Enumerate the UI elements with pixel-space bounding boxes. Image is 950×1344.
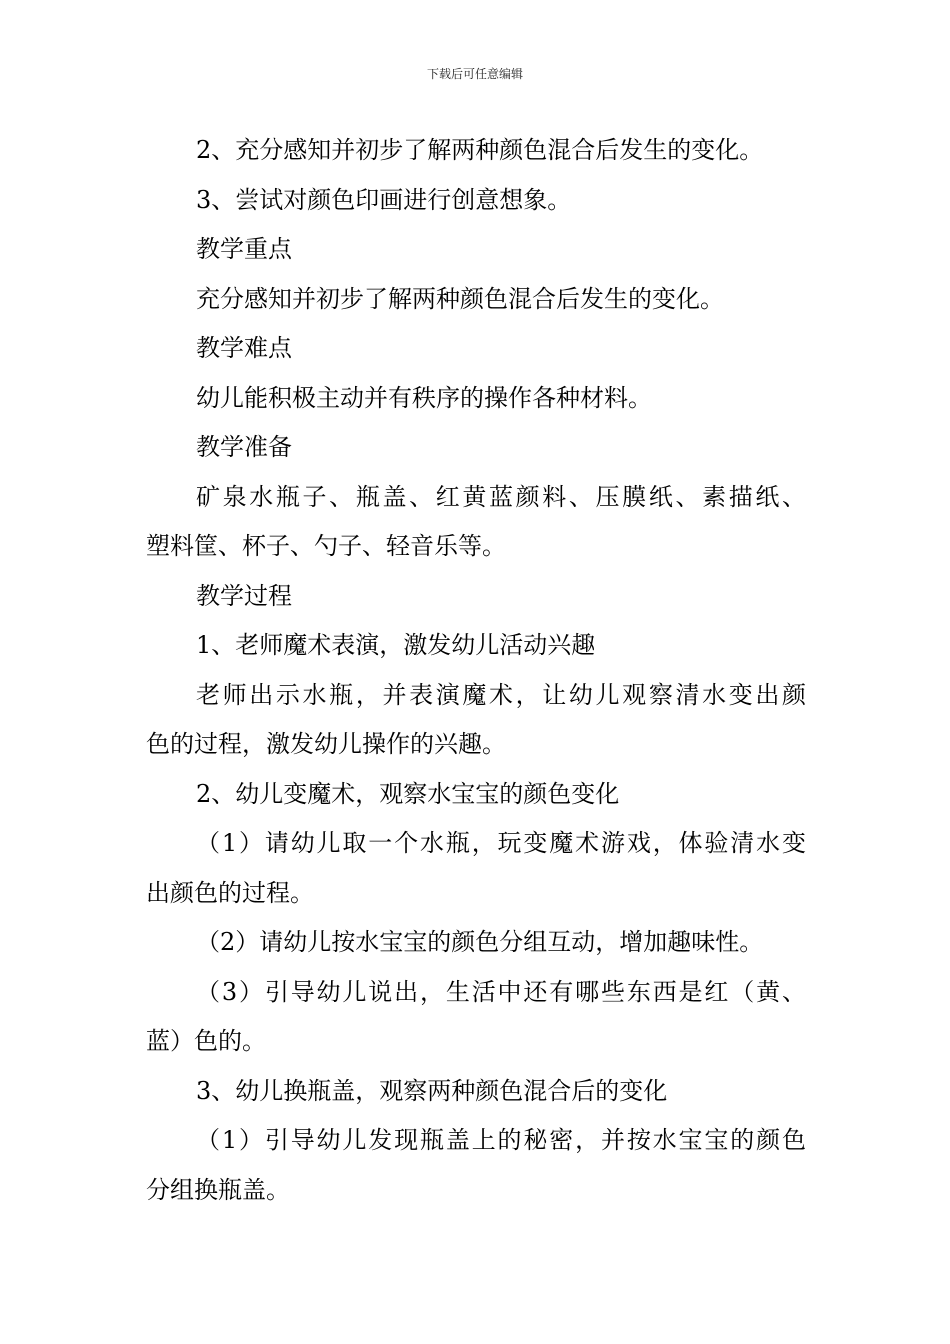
step-1-heading: 1、老师魔术表演，激发幼儿活动兴趣	[196, 631, 596, 659]
step-2-heading: 2、幼儿变魔术，观察水宝宝的颜色变化	[196, 779, 620, 808]
step-2-item-3-line-1: （3）引导幼儿说出，生活中还有哪些东西是红（黄、	[196, 977, 806, 1006]
step-2-item-1-line-2: 出颜色的过程。	[146, 878, 314, 907]
section-heading-difficulties: 教学难点	[196, 334, 292, 362]
key-points-text: 充分感知并初步了解两种颜色混合后发生的变化。	[196, 284, 724, 313]
step-2-item-2: （2）请幼儿按水宝宝的颜色分组互动，增加趣味性。	[196, 928, 764, 956]
step-1-text-line-2: 色的过程，激发幼儿操作的兴趣。	[146, 730, 506, 758]
objective-2: 2、充分感知并初步了解两种颜色混合后发生的变化。	[196, 136, 764, 164]
objective-3: 3、尝试对颜色印画进行创意想象。	[196, 185, 572, 214]
step-2-item-3-line-2: 蓝）色的。	[146, 1027, 266, 1055]
step-3-item-1-line-2: 分组换瓶盖。	[146, 1175, 290, 1204]
page-header: 下载后可任意编辑	[426, 67, 523, 81]
difficulties-text: 幼儿能积极主动并有秩序的操作各种材料。	[196, 383, 652, 412]
section-heading-preparation: 教学准备	[196, 433, 292, 461]
document-body	[146, 126, 806, 1215]
preparation-text-line-1: 矿泉水瓶子、瓶盖、红黄蓝颜料、压膜纸、素描纸、	[196, 482, 806, 511]
section-heading-key-points: 教学重点	[196, 235, 292, 263]
step-3-item-1-line-1: （1）引导幼儿发现瓶盖上的秘密，并按水宝宝的颜色	[196, 1126, 806, 1154]
section-heading-process: 教学过程	[196, 581, 292, 610]
step-3-heading: 3、幼儿换瓶盖，观察两种颜色混合后的变化	[196, 1076, 668, 1105]
step-1-text-line-1: 老师出示水瓶，并表演魔术，让幼儿观察清水变出颜	[196, 680, 806, 709]
step-2-item-1-line-1: （1）请幼儿取一个水瓶，玩变魔术游戏，体验清水变	[196, 829, 806, 857]
preparation-text-line-2: 塑料筐、杯子、勺子、轻音乐等。	[146, 532, 506, 560]
